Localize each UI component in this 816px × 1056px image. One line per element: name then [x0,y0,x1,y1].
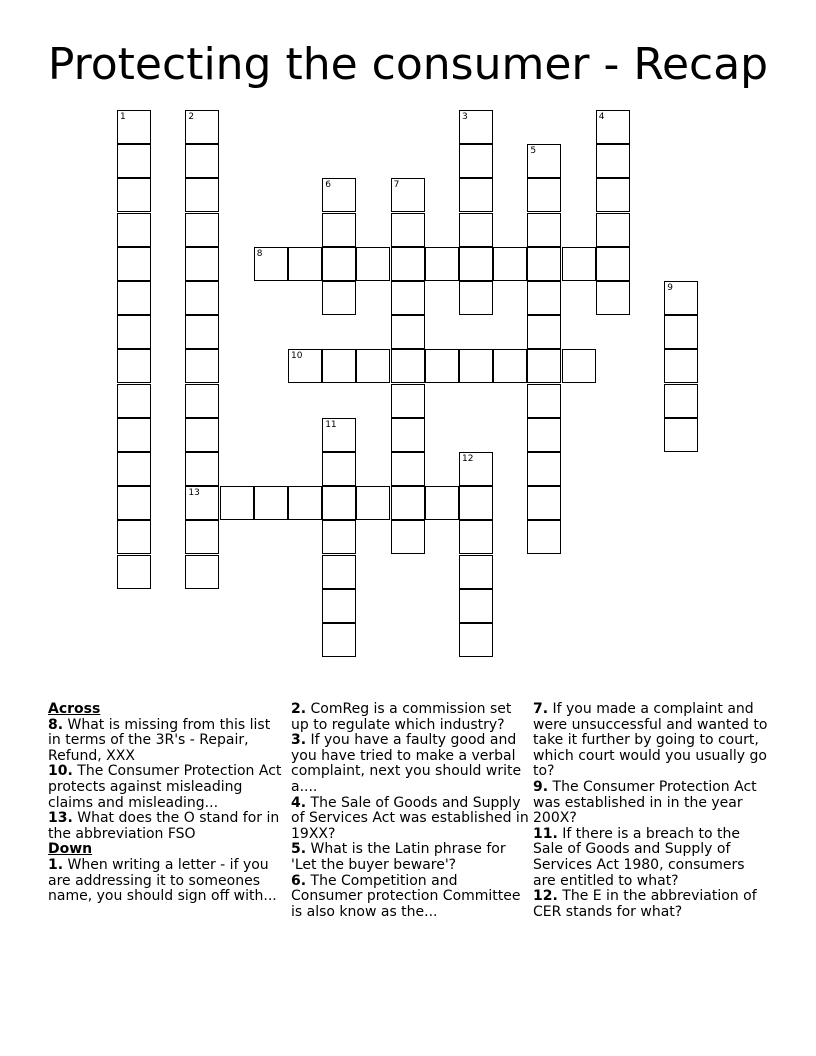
grid-cell[interactable] [664,384,698,418]
grid-cell[interactable] [322,589,356,623]
down-heading: Down [48,841,93,858]
across-heading: Across [48,701,101,717]
grid-cell[interactable] [391,213,425,247]
grid-cell[interactable] [391,247,425,281]
grid-cell[interactable] [117,144,151,178]
grid-cell[interactable] [527,178,561,212]
clue-down-5: 5. What is the Latin phrase for 'Let the buyer beware'? [291,841,506,873]
grid-cell[interactable] [527,418,561,452]
grid-cell[interactable] [527,384,561,418]
grid-cell[interactable] [117,349,151,383]
grid-cell[interactable] [425,486,459,520]
grid-cell[interactable] [322,623,356,657]
clue-column-2 [291,702,529,920]
clue-down-4: 4. The Sale of Goods and Supply of Services Act was established in 19XX? [291,794,529,842]
grid-cell[interactable] [322,452,356,486]
grid-cell[interactable] [596,110,630,144]
grid-cell[interactable] [322,520,356,554]
grid-cell[interactable] [596,144,630,178]
grid-cell[interactable] [322,486,356,520]
grid-cell[interactable] [185,452,219,486]
clue-number: 11 [325,419,337,430]
grid-cell[interactable] [596,247,630,281]
clue-down-7: 7. If you made a complaint and were unsuccessful and wanted to take it further by going to court, which court would you usually go to? [533,701,768,780]
grid-cell[interactable] [322,247,356,281]
grid-cell[interactable] [459,110,493,144]
grid-cell[interactable] [322,213,356,247]
grid-cell[interactable] [664,315,698,349]
grid-cell[interactable] [185,110,219,144]
grid-cell[interactable] [459,452,493,486]
grid-cell[interactable] [391,452,425,486]
grid-cell[interactable] [220,486,254,520]
grid-cell[interactable] [117,486,151,520]
grid-cell[interactable] [459,247,493,281]
grid-cell[interactable] [185,520,219,554]
grid-cell[interactable] [391,349,425,383]
grid-cell[interactable] [391,520,425,554]
grid-cell[interactable] [117,110,151,144]
clue-across-8: 8. What is missing from this list in terms of the 3R's - Repair, Refund, XXX [48,716,271,764]
clue-number: 9 [667,283,673,293]
grid-cell[interactable] [664,418,698,452]
grid-cell[interactable] [288,486,322,520]
grid-cell[interactable] [459,144,493,178]
clue-number: 12 [462,454,474,464]
grid-cell[interactable] [596,178,630,212]
grid-cell[interactable] [322,349,356,383]
grid-cell[interactable] [527,349,561,383]
grid-cell[interactable] [527,452,561,486]
grid-cell[interactable] [391,486,425,520]
grid-cell[interactable] [322,418,356,452]
grid-cell[interactable] [391,384,425,418]
grid-cell[interactable] [117,452,151,486]
clue-number: 13 [188,488,200,499]
grid-cell[interactable] [562,247,596,281]
grid-cell[interactable] [356,349,390,383]
grid-cell[interactable] [527,144,561,178]
page-title: Protecting the consumer - Recap [47,39,769,90]
grid-cell[interactable] [459,520,493,554]
grid-cell[interactable] [664,281,698,315]
grid-cell[interactable] [356,247,390,281]
grid-cell[interactable] [459,555,493,589]
grid-cell[interactable] [117,178,151,212]
grid-cell[interactable] [459,623,493,657]
clue-across-10: 10. The Consumer Protection Act protects against misleading claims and misleading... [48,763,282,811]
clue-down-3: 3. If you have a faulty good and you have tried to make a verbal complaint, next you should write a.... [291,732,522,795]
grid-cell[interactable] [527,281,561,315]
grid-cell[interactable] [425,247,459,281]
clue-down-12: 12. The E in the abbreviation of CER stands for what? [533,888,757,920]
clue-down-1: 1. When writing a letter - if you are addressing it to someones name, you should sign off with... [48,856,277,905]
grid-cell[interactable] [459,486,493,520]
grid-cell[interactable] [185,555,219,589]
grid-cell[interactable] [254,247,288,281]
grid-cell[interactable] [185,486,219,520]
grid-cell[interactable] [527,247,561,281]
clue-down-9: 9. The Consumer Protection Act was established in in the year 200X? [533,778,757,827]
grid-cell[interactable] [459,349,493,383]
grid-cell[interactable] [459,281,493,315]
grid-cell[interactable] [117,384,151,418]
clue-down-2: 2. ComReg is a commission set up to regulate which industry? [291,701,512,733]
grid-cell[interactable] [117,315,151,349]
grid-cell[interactable] [425,349,459,383]
grid-cell[interactable] [117,418,151,452]
clue-across-13: 13. What does the O stand for in the abbreviation FSO [48,810,280,842]
grid-cell[interactable] [322,281,356,315]
grid-cell[interactable] [596,213,630,247]
grid-cell[interactable] [185,247,219,281]
grid-cell[interactable] [254,486,288,520]
grid-cell[interactable] [459,213,493,247]
grid-cell[interactable] [117,520,151,554]
grid-cell[interactable] [117,247,151,281]
grid-cell[interactable] [527,486,561,520]
grid-cell[interactable] [185,315,219,349]
clue-number: 5 [530,146,537,157]
grid-cell[interactable] [493,247,527,281]
clue-down-11: 11. If there is a breach to the Sale of Goods and Supply of Services Act 1980, consumers are entitled to what? [533,825,745,889]
grid-cell[interactable] [117,213,151,247]
grid-cell[interactable] [459,589,493,623]
grid-cell[interactable] [391,315,425,349]
grid-cell[interactable] [185,144,219,178]
grid-cell[interactable] [322,555,356,589]
grid-cell[interactable] [459,178,493,212]
clue-number: 10 [291,351,303,362]
grid-cell[interactable] [185,384,219,418]
grid-cell[interactable] [391,418,425,452]
grid-cell[interactable] [527,315,561,349]
clue-number: 4 [598,112,605,122]
grid-cell[interactable] [185,281,219,315]
grid-cell[interactable] [596,281,630,315]
clue-number: 6 [325,180,331,191]
grid-cell[interactable] [391,178,425,212]
grid-cell[interactable] [185,418,219,452]
grid-cell[interactable] [185,213,219,247]
grid-cell[interactable] [288,247,322,281]
grid-cell[interactable] [562,349,596,383]
clue-number: 2 [188,112,195,122]
grid-cell[interactable] [322,178,356,212]
clue-number: 8 [256,248,263,259]
clue-column-1 [48,702,284,905]
grid-cell[interactable] [493,349,527,383]
grid-cell[interactable] [356,486,390,520]
clue-number: 7 [393,180,400,191]
clue-down-6: 6. The Competition and Consumer protection Committee is also know as the... [291,872,521,920]
grid-cell[interactable] [117,281,151,315]
clue-number: 3 [462,112,468,122]
grid-cell[interactable] [117,555,151,589]
clue-column-3 [533,702,768,920]
grid-cell[interactable] [185,178,219,212]
grid-cell[interactable] [527,520,561,554]
grid-cell[interactable] [288,349,322,383]
clue-number: 1 [120,112,126,122]
grid-cell[interactable] [185,349,219,383]
grid-cell[interactable] [664,349,698,383]
grid-cell[interactable] [391,281,425,315]
grid-cell[interactable] [527,213,561,247]
